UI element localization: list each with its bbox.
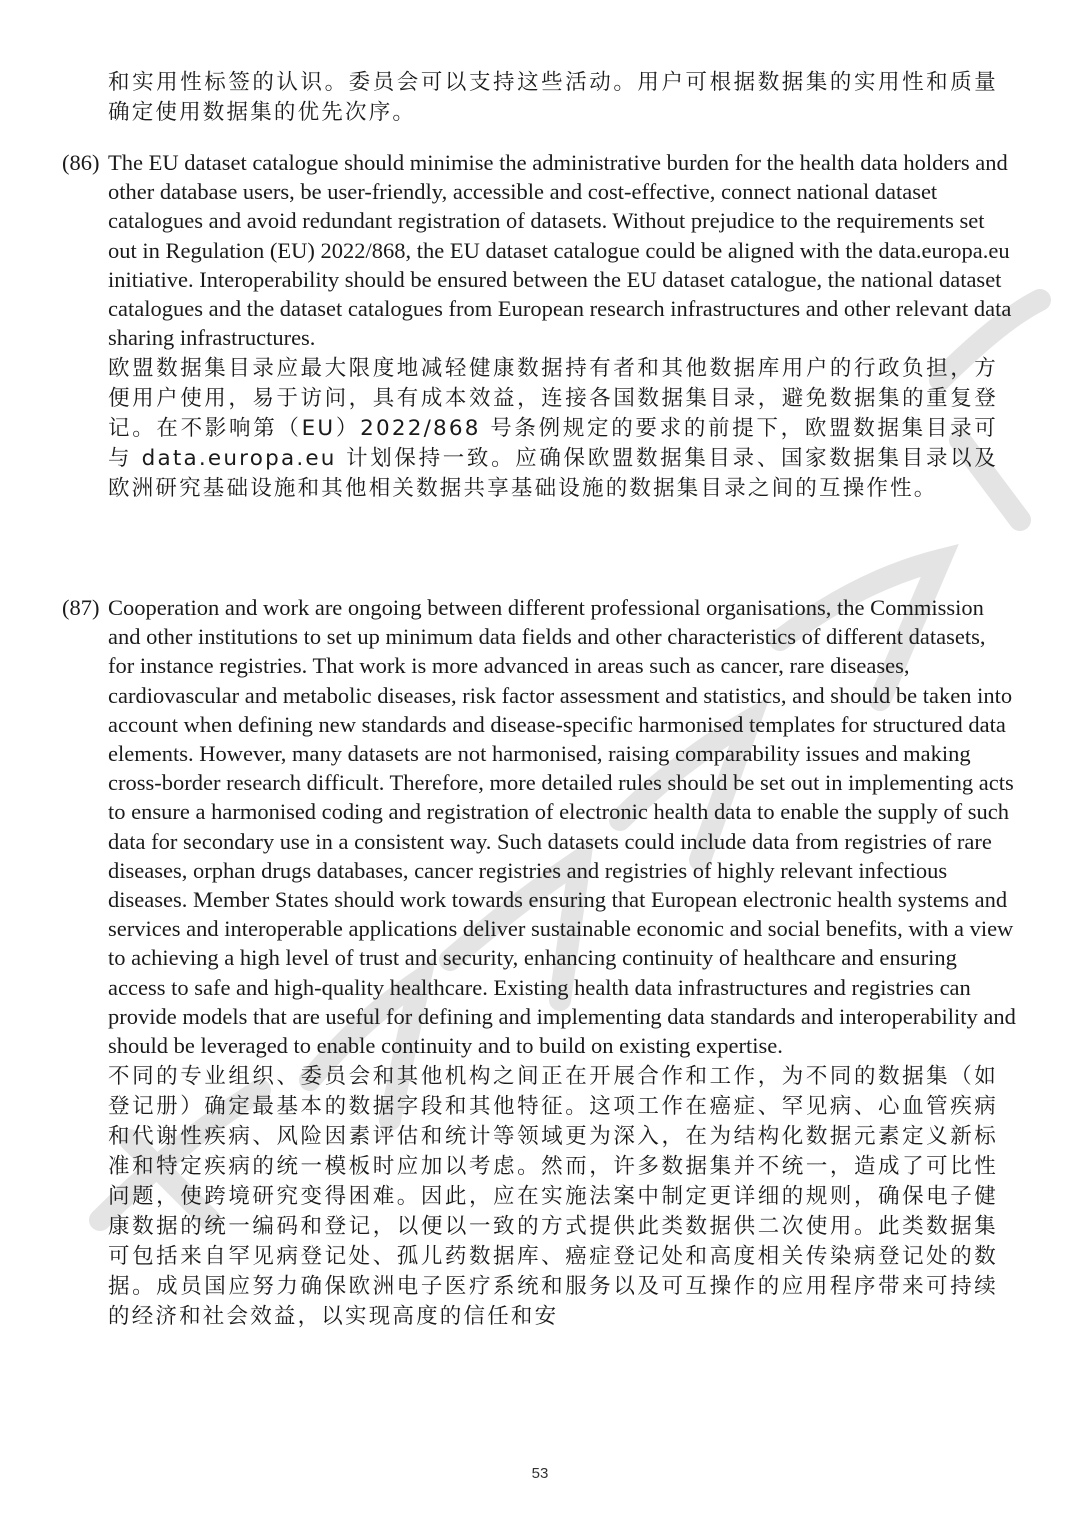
paragraph-text-en: The EU dataset catalogue should minimise the administrative burden for the health data holders and other database users, be user-friendly, accessible and cost-effective, connect national dataset catalogues and avoid redundant registration of datasets. Without prejudice to the requirements set out in Regulation (EU) 2022/868, the EU dataset catalogue could be aligned with the data.europa.eu initiative. Interoperability should be ensured between the EU dataset catalogue, the national dataset catalogues and the dataset catalogues from European research infrastructures and other relevant data sharing infrastructures. [108, 150, 1012, 351]
paragraph-87 [62, 593, 1017, 1332]
paragraph-body [108, 148, 1017, 504]
paragraph-text-zh: 不同的专业组织、委员会和其他机构之间正在开展合作和工作，为不同的数据集（如登记册）确定最基本的数据字段和其他特征。这项工作在癌症、罕见病、心血管疾病和代谢性疾病、风险因素评估和统计等领域更为深入，在为结构化数据元素定义新标准和特定疾病的统一模板时应加以考虑。然而，许多数据集并不统一，造成了可比性问题，使跨境研究变得困难。因此，应在实施法案中制定更详细的规则，确保电子健康数据的统一编码和登记，以便以一致的方式提供此类数据供二次使用。此类数据集可包括来自罕见病登记处、孤儿药数据库、癌症登记处和高度相关传染病登记处的数据。成员国应努力确保欧洲电子医疗系统和服务以及可互操作的应用程序带来可持续的经济和社会效益，以实现高度的信任和安 [108, 1064, 998, 1330]
page-number: 53 [531, 1465, 549, 1482]
paragraph-number: (86) [62, 150, 100, 175]
paragraph-86 [62, 148, 1017, 504]
paragraph-text-zh: 欧盟数据集目录应最大限度地减轻健康数据持有者和其他数据库用户的行政负担，方便用户使用，易于访问，具有成本效益，连接各国数据集目录，避免数据集的重复登记。在不影响第（EU）2022/868 号条例规定的要求的前提下，欧盟数据集目录可与 data.europa.eu 计划保持一致。应确保欧盟数据集目录、国家数据集目录以及欧洲研究基础设施和其他相关数据共享基础设施的数据集目录之间的互操作性。 [108, 356, 998, 502]
continuation-paragraph-zh: 和实用性标签的认识。委员会可以支持这些活动。用户可根据数据集的实用性和质量确定使用数据集的优先次序。 [108, 70, 998, 125]
paragraph-number: (87) [62, 595, 100, 620]
paragraph-text-en: Cooperation and work are ongoing between different professional organisations, the Commission and other institutions to set up minimum data fields and other characteristics of different datasets, for instance registries. That work is more advanced in areas such as cancer, rare diseases, cardiovascular and metabolic diseases, risk factor assessment and statistics, and should be taken into account when defining new standards and disease-specific harmonised templates for structured data elements. However, many datasets are not harmonised, raising comparability issues and making cross-border research difficult. Therefore, more detailed rules should be set out in implementing acts to ensure a harmonised coding and registration of electronic health data to enable the supply of such data for secondary use in a consistent way. Such datasets could include data from registries of rare diseases, orphan drugs databases, cancer registries and registries of highly relevant infectious diseases. Member States should work towards ensuring that European electronic health systems and services and interoperable applications deliver sustainable economic and social benefits, with a view to achieving a high level of trust and security, enhancing continuity of healthcare and ensuring access to safe and high-quality healthcare. Existing health data infrastructures and registries can provide models that are useful for defining and implementing data standards and interoperability and should be leveraged to enable continuity and to build on existing expertise. [108, 595, 1016, 1059]
paragraph-body [108, 593, 1017, 1332]
